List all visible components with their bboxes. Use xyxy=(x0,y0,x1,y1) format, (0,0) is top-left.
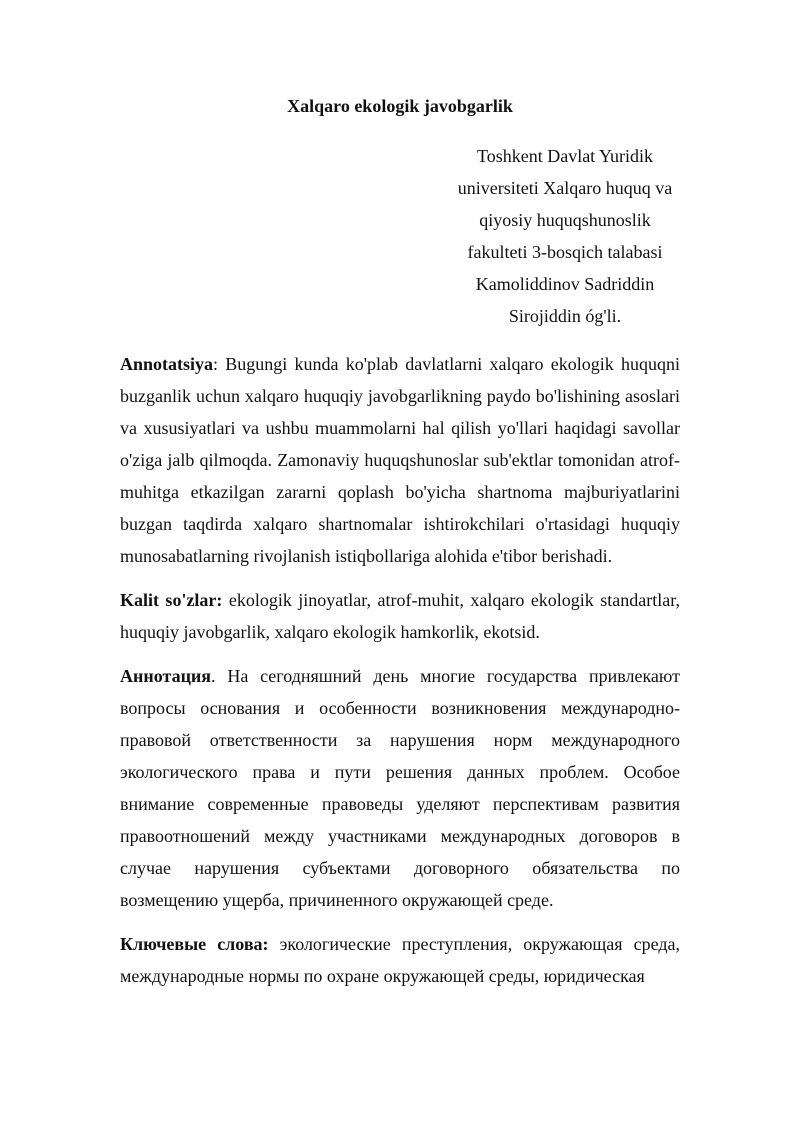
document-page xyxy=(120,92,680,992)
author-block xyxy=(450,140,680,332)
keywords-uz-label: Kalit so'zlar: xyxy=(120,590,223,610)
author-line: Kamoliddinov Sadriddin xyxy=(475,274,655,294)
author-line: qiyosiy huquqshunoslik xyxy=(479,210,651,230)
keywords-ru-text: экологические преступления, окружающая среда, международные нормы по охране окружающей среды, юридическая xyxy=(120,934,681,986)
keywords-uz-text: ekologik jinoyatlar, atrof-muhit, xalqaro ekologik standartlar, huquqiy javobgarlik, xalqaro ekologik hamkorlik, ekotsid. xyxy=(120,590,680,642)
annotation-uz-label: Annotatsiya xyxy=(120,354,214,374)
keywords-uz xyxy=(120,584,680,648)
annotation-ru-text: . На сегодняшний день многие государства привлекают вопросы основания и особенности возникновения международно-правовой ответственности за нарушения норм международного экологического права и пути решения данных проблем. Особое внимание современные правоведы уделяют перспективам развития правоотношений между участниками международных договоров в случае нарушения субъектами договорного обязательства по возмещению ущерба, причиненного окружающей среде. xyxy=(120,666,680,910)
annotation-uz-text: : Bugungi kunda ko'plab davlatlarni xalqaro ekologik huquqni buzganlik uchun xalqaro huquqiy javobgarlikning paydo bo'lishining asoslari va xususiyatlari va ushbu muammolarni hal qilish yo'llari haqidagi savollar o'ziga jalb qilmoqda. Zamonaviy huquqshunoslar sub'ektlar tomonidan atrof-muhitga etkazilgan zararni qoplash bo'yicha shartnoma majburiyatlarini buzgan taqdirda xalqaro shartnomalar ishtirokchilari o'rtasidagi huquqiy munosabatlarning rivojlanish istiqbollariga alohida e'tibor berishadi. xyxy=(120,354,680,566)
author-line: universiteti Xalqaro huquq va xyxy=(457,178,673,198)
document-title: Xalqaro ekologik javobgarlik xyxy=(287,96,513,116)
keywords-ru xyxy=(120,928,680,992)
author-line: Sirojiddin óg'li. xyxy=(508,306,622,326)
keywords-ru-label: Ключевые слова: xyxy=(120,934,269,954)
annotation-ru-label: Аннотация xyxy=(120,666,212,686)
author-line: fakulteti 3-bosqich talabasi xyxy=(467,242,663,262)
author-line: Toshkent Davlat Yuridik xyxy=(476,146,654,166)
annotation-ru xyxy=(120,660,680,916)
annotation-uz xyxy=(120,348,680,572)
